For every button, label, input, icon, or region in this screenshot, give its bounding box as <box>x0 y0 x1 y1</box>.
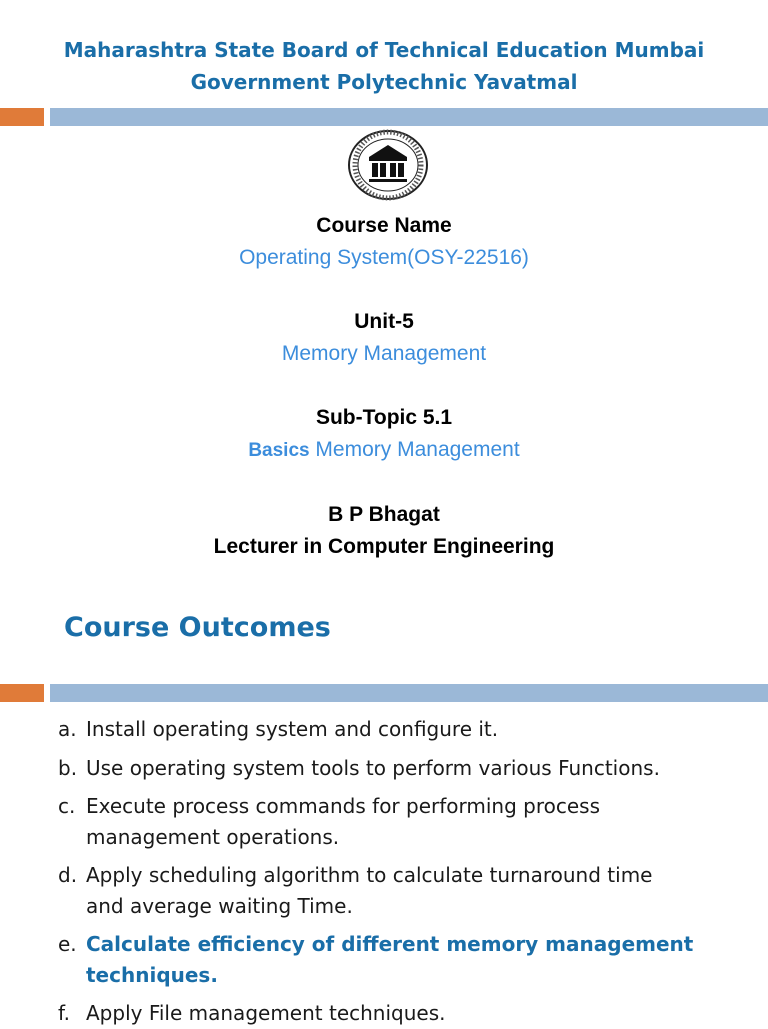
outcome-item-d <box>58 860 698 922</box>
unit-label: Unit-5 <box>354 310 414 333</box>
outcome-marker: b. <box>58 756 78 780</box>
course-name-label: Course Name <box>316 214 452 237</box>
outcome-item-e <box>58 929 698 991</box>
outcome-marker: d. <box>58 863 78 887</box>
divider-bar <box>50 108 768 126</box>
unit-value: Memory Management <box>281 342 487 365</box>
outcomes-title: Course Outcomes <box>64 612 331 643</box>
outcome-text-continued: techniques. <box>86 963 218 987</box>
outcome-text-continued: management operations. <box>86 825 340 849</box>
subtopic-value-prefix: Basics <box>248 440 310 461</box>
outcome-text: Apply scheduling algorithm to calculate turnaround time <box>86 863 653 887</box>
outcome-text: Execute process commands for performing process <box>86 794 601 818</box>
outcome-marker: c. <box>58 794 76 818</box>
outcome-text: Apply File management techniques. <box>86 1001 446 1025</box>
outcome-marker: f. <box>58 1001 70 1025</box>
divider-bar <box>50 684 768 702</box>
outcome-marker: a. <box>58 717 77 741</box>
subtopic-value-rest: Memory Management <box>309 438 520 461</box>
outcome-text: Use operating system tools to perform various Functions. <box>86 756 660 780</box>
author-title: Lecturer in Computer Engineering <box>213 535 555 558</box>
outcome-item-c <box>58 791 698 853</box>
msbte-seal-icon <box>347 129 429 201</box>
outcome-item-a <box>58 714 698 745</box>
subtopic-value <box>0 438 768 462</box>
outcome-text-continued: and average waiting Time. <box>86 894 353 918</box>
outcome-text: Install operating system and configure it. <box>86 717 499 741</box>
institute-title: Government Polytechnic Yavatmal <box>190 70 578 94</box>
divider-accent <box>0 684 44 702</box>
author-name: B P Bhagat <box>328 503 440 526</box>
subtopic-label: Sub-Topic 5.1 <box>315 406 453 429</box>
outcome-text: Calculate efficiency of different memory management <box>86 932 694 956</box>
outcome-item-b <box>58 753 698 784</box>
divider-accent <box>0 108 44 126</box>
outcome-item-f <box>58 998 698 1029</box>
outcome-marker: e. <box>58 932 77 956</box>
board-title: Maharashtra State Board of Technical Education Mumbai <box>63 38 705 62</box>
course-name-value: Operating System(OSY-22516) <box>239 246 529 269</box>
